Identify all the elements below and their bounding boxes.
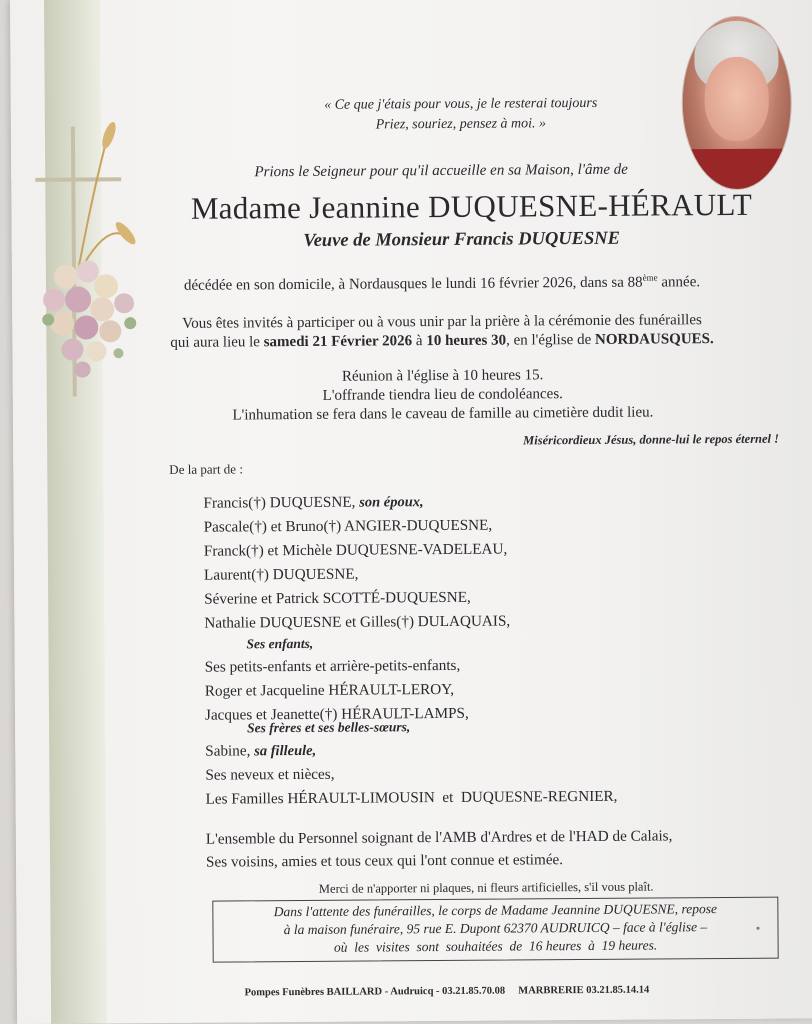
death-line-text: décédée en son domicile, à Nordausques le lundi 16 février 2026, dans sa 88 [183,274,643,294]
family-row-1-role: son époux, [359,494,424,511]
intro-prayer: Prions le Seigneur pour qu'il accueille en sa Maison, l'âme de [254,161,628,181]
cross-flowers-decoration [25,111,147,397]
death-line-tail: année. [657,274,701,291]
family-row-8: Roger et Jacqueline HÉRAULT-LEROY, [204,680,455,700]
family-row-10 [205,742,316,761]
quote-line-1: « Ce que j'étais pour vous, je le resterai toujours [324,95,598,113]
family-row-1-name: Francis(†) DUQUESNE, [203,493,360,512]
portrait-face [704,57,769,141]
others-line-2: Ses voisins, amies et tous ceux qui l'ont connue et estimée. [205,851,564,871]
visitation-line-1: Dans l'attente des funérailles, le corps de Madame Jeannine DUQUESNE, repose [273,901,718,920]
paper-speck [756,927,759,930]
visitation-box [212,897,778,963]
family-row-11: Ses neveux et nièces, [205,765,335,784]
ceremony-place: NORDAUSQUES. [594,331,714,348]
others-line-1: L'ensemble du Personnel soignant de l'AMB d'Ardres et de l'HAD de Calais, [205,827,673,848]
family-row-10-name: Sabine, [205,742,255,760]
invitation-text-c: , en l'église de [505,331,596,349]
invitation-text-a: qui aura lieu le [170,334,264,351]
visitation-line-2: à la maison funéraire, 95 rue E. Dupont 62370 AUDRUICQ – face à l'église – [283,919,708,938]
widow-of: Veuve de Monsieur Francis DUQUESNE [303,228,621,251]
family-row-12: Les Familles HÉRAULT-LIMOUSIN et DUQUESNE-REGNIER, [205,787,618,808]
family-row-9: Jacques et Jeanette(†) HÉRAULT-LAMPS, [204,704,469,724]
invitation-line-2 [170,331,713,352]
funeral-notice-page [10,0,812,1024]
family-row-1 [203,493,423,513]
siblings-label: Ses frères et ses belles-sœurs, [247,719,411,736]
death-line-sup: ème [642,272,658,283]
family-row-10-role: sa filleule, [254,742,317,760]
family-row-7: Ses petits-enfants et arrière-petits-enfants, [204,656,461,676]
family-row-5: Séverine et Patrick SCOTTÉ-DUQUESNE, [204,588,471,608]
invitation-line-1: Vous êtes invités à participer ou à vous unir par la prière à la cérémonie des funérailles [182,312,702,332]
deceased-name: Madame Jeannine DUQUESNE-HÉRAULT [190,186,753,226]
visitation-line-3: où les visites sont souhaitées de 16 heures à 19 heures. [333,937,658,955]
invitation-text-b: à [412,333,427,350]
ceremony-date: samedi 21 Février 2026 [263,333,413,351]
children-label: Ses enfants, [246,635,314,652]
closing-prayer: Miséricordieux Jésus, donne-lui le repos éternel ! [523,431,780,448]
footer-contacts: Pompes Funèbres BAILLARD - Audruicq - 03.21.85.70.08 MARBRERIE 03.21.85.14.14 [244,984,650,999]
details-line-1: Réunion à l'église à 10 heures 15. [341,367,544,385]
family-row-6: Nathalie DUQUESNE et Gilles(†) DULAQUAIS, [204,612,511,632]
de-la-part-label: De la part de : [169,461,243,477]
family-row-4: Laurent(†) DUQUESNE, [203,565,359,584]
ceremony-time: 10 heures 30 [426,332,507,350]
details-line-3: L'inhumation se fera dans le caveau de famille au cimetière dudit lieu. [232,404,654,424]
flowers-note: Merci de n'apporter ni plaques, ni fleurs artificielles, s'il vous plaît. [318,879,654,896]
details-line-2: L'offrande tiendra lieu de condoléances. [322,386,563,404]
quote-line-2: Priez, souriez, pensez à moi. » [375,116,547,133]
death-line [184,272,700,295]
family-row-3: Franck(†) et Michèle DUQUESNE-VADELEAU, [203,540,508,560]
family-row-2: Pascale(†) et Bruno(†) ANGIER-DUQUESNE, [203,516,493,536]
